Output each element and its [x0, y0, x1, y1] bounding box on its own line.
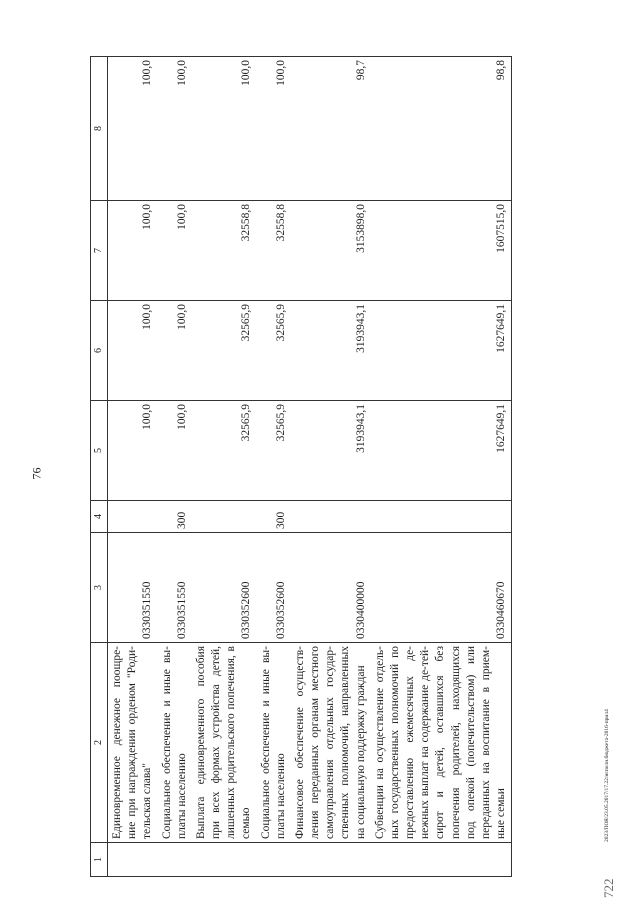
row-lead-cell [291, 843, 371, 877]
row-col7-cell: 3153898,0 [291, 201, 371, 301]
row-col5-cell: 100,0 [158, 401, 192, 501]
row-col6-cell: 3193943,1 [291, 301, 371, 401]
header-cell-1: 1 [91, 843, 108, 877]
header-cell-3: 3 [91, 533, 108, 643]
row-name-cell: Выплата единовременного пособия при всех формах устройства детей, лишенных родительского попечения, в семью [192, 643, 257, 843]
header-cell-4: 4 [91, 501, 108, 533]
table-row [371, 57, 512, 877]
row-col8-cell: 100,0 [192, 57, 257, 201]
row-col6-cell: 100,0 [108, 301, 158, 401]
row-code-cell: 0330352600 [257, 533, 291, 643]
header-cell-2: 2 [91, 643, 108, 843]
row-name-cell: Субвенции на осуществление отдель-ных государственных полномочий по предоставлению ежемесячных де-нежных выплат на содержание де-тей-сирот и детей, оставшихся без попечения родителей, находящихся под опекой (попечительством) или переданных на воспитание в прием-ные семьи [371, 643, 512, 843]
table-header-row [91, 57, 108, 877]
table-row [108, 57, 158, 877]
row-vr-cell [108, 501, 158, 533]
header-cell-5: 5 [91, 401, 108, 501]
row-lead-cell [371, 843, 512, 877]
row-col7-cell: 1607515,0 [371, 201, 512, 301]
file-path-footer: 2023/ПОЯ/23.05.2017/17.22/исполн.бюджета-2016-прил4 [604, 709, 610, 842]
row-code-cell: 0330351550 [108, 533, 158, 643]
row-vr-cell: 300 [257, 501, 291, 533]
row-name-cell: Социальное обеспечение и иные вы-платы населению [257, 643, 291, 843]
row-col6-cell: 32565,9 [257, 301, 291, 401]
table-row [291, 57, 371, 877]
row-col7-cell: 100,0 [158, 201, 192, 301]
row-col5-cell: 1627649,1 [371, 401, 512, 501]
page-number: 76 [29, 467, 44, 480]
row-code-cell: 0330352600 [192, 533, 257, 643]
row-col8-cell: 100,0 [158, 57, 192, 201]
row-vr-cell [291, 501, 371, 533]
row-col6-cell: 1627649,1 [371, 301, 512, 401]
row-col8-cell: 98,7 [291, 57, 371, 201]
row-name-cell: Социальное обеспечение и иные вы-платы населению [158, 643, 192, 843]
row-col6-cell: 100,0 [158, 301, 192, 401]
row-name-cell: Единовременное денежное поощре-ние при награждении орденом "Роди-тельская слава" [108, 643, 158, 843]
row-col8-cell: 100,0 [257, 57, 291, 201]
row-col6-cell: 32565,9 [192, 301, 257, 401]
row-col8-cell: 100,0 [108, 57, 158, 201]
row-col7-cell: 100,0 [108, 201, 158, 301]
row-vr-cell: 300 [158, 501, 192, 533]
row-col8-cell: 98,8 [371, 57, 512, 201]
row-col7-cell: 32558,8 [257, 201, 291, 301]
table-row [158, 57, 192, 877]
row-vr-cell [371, 501, 512, 533]
header-cell-6: 6 [91, 301, 108, 401]
row-col5-cell: 3193943,1 [291, 401, 371, 501]
row-col5-cell: 32565,9 [257, 401, 291, 501]
row-lead-cell [257, 843, 291, 877]
budget-table [90, 56, 512, 877]
row-col7-cell: 32558,8 [192, 201, 257, 301]
table-row [192, 57, 257, 877]
row-vr-cell [192, 501, 257, 533]
row-code-cell: 0330460670 [371, 533, 512, 643]
header-cell-8: 8 [91, 57, 108, 201]
header-cell-7: 7 [91, 201, 108, 301]
table-row [257, 57, 291, 877]
row-col5-cell: 100,0 [108, 401, 158, 501]
handwritten-margin-number: 722 [601, 878, 616, 898]
row-col5-cell: 32565,9 [192, 401, 257, 501]
row-code-cell: 0330351550 [158, 533, 192, 643]
rotated-table-container [90, 57, 610, 877]
row-lead-cell [192, 843, 257, 877]
row-code-cell: 0330400000 [291, 533, 371, 643]
row-lead-cell [158, 843, 192, 877]
row-lead-cell [108, 843, 158, 877]
row-name-cell: Финансовое обеспечение осуществ-ления переданных органам местного самоуправления отдельных государ-ственных полномочий, направленных на социальную поддержку граждан [291, 643, 371, 843]
